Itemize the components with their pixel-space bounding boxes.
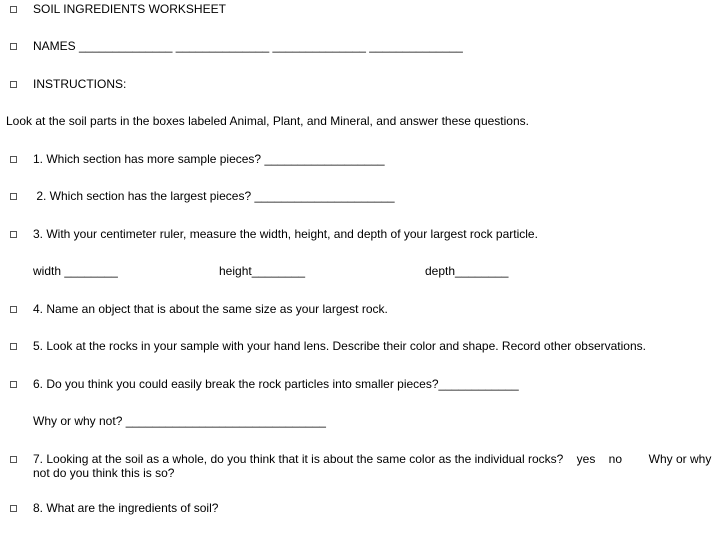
bullet-icon: [10, 6, 17, 13]
measure-depth: depth________: [425, 264, 509, 278]
names-line: NAMES ______________ ______________ ______________ ______________: [33, 39, 463, 53]
instructions-text: Look at the soil parts in the boxes labeled Animal, Plant, and Mineral, and answer these questions.: [6, 114, 529, 128]
measure-height: height________: [219, 264, 306, 278]
bullet-icon: [10, 456, 17, 463]
bullet-icon: [10, 156, 17, 163]
bullet-icon: [10, 381, 17, 388]
bullet-icon: [10, 343, 17, 350]
question-1: 1. Which section has more sample pieces? __________________: [33, 152, 385, 166]
question-6: 6. Do you think you could easily break the rock particles into smaller pieces?____________: [33, 377, 519, 391]
question-8: 8. What are the ingredients of soil?: [33, 501, 219, 515]
question-7: 7. Looking at the soil as a whole, do you think that it is about the same color as the individual rocks? yes no Why or why not do you think this is so?: [33, 452, 715, 480]
question-4: 4. Name an object that is about the same size as your largest rock.: [33, 302, 388, 316]
measure-width: width ________: [33, 264, 118, 278]
bullet-icon: [10, 231, 17, 238]
question-6-followup: Why or why not? ______________________________: [33, 414, 326, 428]
question-5: 5. Look at the rocks in your sample with your hand lens. Describe their color and shape. Record other observations.: [33, 339, 646, 353]
worksheet-title: SOIL INGREDIENTS WORKSHEET: [33, 2, 226, 16]
bullet-icon: [10, 193, 17, 200]
bullet-icon: [10, 306, 17, 313]
bullet-icon: [10, 81, 17, 88]
instructions-heading: INSTRUCTIONS:: [33, 77, 127, 91]
bullet-icon: [10, 43, 17, 50]
question-3: 3. With your centimeter ruler, measure the width, height, and depth of your largest rock particle.: [33, 227, 538, 241]
bullet-icon: [10, 505, 17, 512]
question-2: 2. Which section has the largest pieces? _____________________: [33, 189, 395, 203]
